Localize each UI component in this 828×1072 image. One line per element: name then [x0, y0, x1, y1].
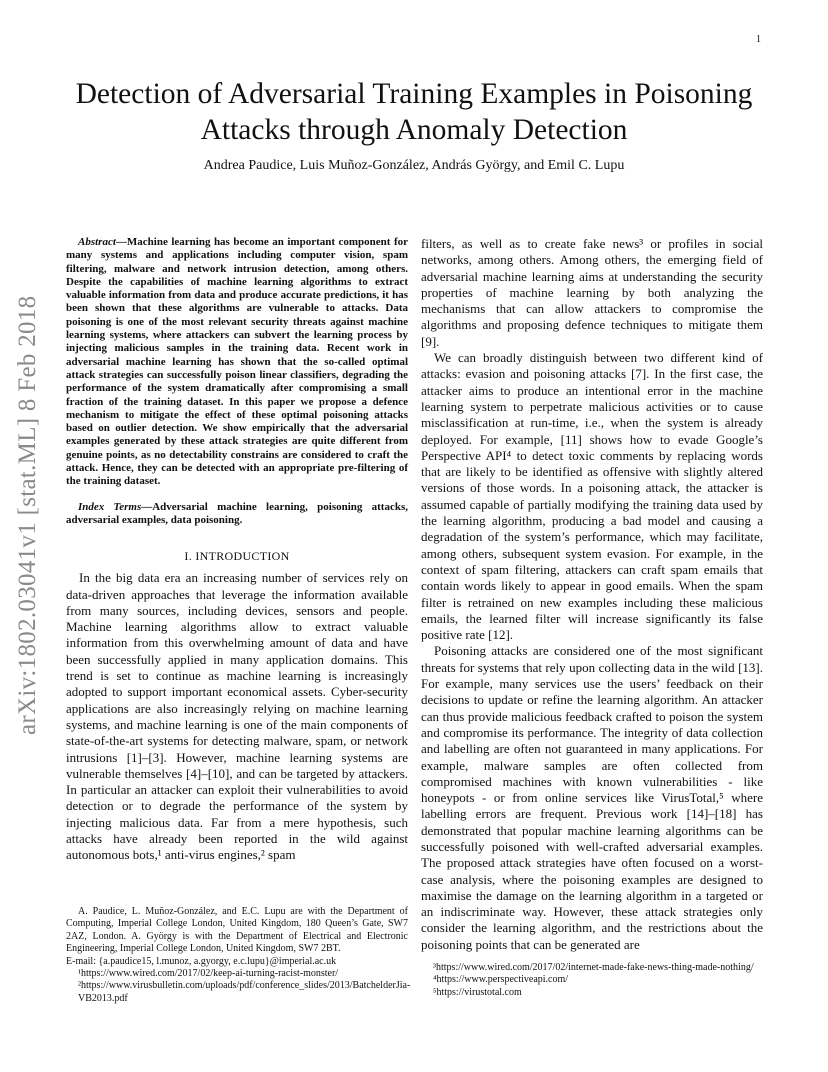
body-paragraph: Poisoning attacks are considered one of the most significant threats for systems that rely upon collecting data in the wild [13]. For example, many services use the users’ feedback on their decisions to update or refine the learning algorithm. An attacker can thus provide malicious feedback crafted to poison the system and compromise its performance. The integrity of data collection and labelling are often not guaranteed in many applications. For example, malware samples are often collected from compromised machines with known vulnerabilities - like honeypots - or from online services like VirusTotal,⁵ where labelling errors are frequent. Previous work [14]–[18] has demonstrated that popular machine learning algorithms can be successfully poisoned with well-crafted adversarial examples. The proposed attack strategies have often focused on a worst-case analysis, where the poisoning examples are designed to maximise the damage on the learning algorithm in a targeted or an indiscriminate way. However, these attack strategies only consider the learning algorithm, and the restrictions about the poisoning points that can be generated are [421, 643, 763, 952]
page-number: 1 [756, 34, 761, 45]
index-terms-lead: Index Terms [78, 500, 142, 513]
arxiv-watermark: arXiv:1802.03041v1 [stat.ML] 8 Feb 2018 [14, 295, 41, 735]
section-heading-introduction: I. INTRODUCTION [184, 549, 290, 564]
left-footnotes [66, 906, 411, 1005]
abstract-lead: Abstract [78, 236, 116, 248]
body-paragraph: filters, as well as to create fake news³ or profiles in social networks, among others. Among others, the emerging field of adversarial machine learning aims at understanding the security properties of machine learning by both analyzing the mechanisms that can allow attackers to compromise the algorithms and proposing defence techniques to mitigate them [9]. [421, 236, 763, 349]
abstract [66, 236, 408, 489]
index-terms-text: —Adversarial machine learning, poisoning attacks, adversarial examples, data poisoning. [66, 500, 408, 526]
footnote: ¹https://www.wired.com/2017/02/keep-ai-turning-racist-monster/ [78, 968, 339, 980]
abstract-text: —Machine learning has become an important component for many systems and applications including computer vision, spam filtering, malware and network intrusion detection, among others. Despite the capabilities of machine learning algorithms to extract valuable information from data and produce accurate predictions, it has been shown that these algorithms are vulnerable to attacks. Data poisoning is one of the most relevant security threats against machine learning systems, where attackers can subvert the learning process by injecting malicious samples in the training data. Recent work in adversarial machine learning has shown that the so-called optimal attack strategies can successfully poison linear classifiers, degrading the performance of the system dramatically after compromising a small fraction of the training dataset. In this paper we propose a defence mechanism to mitigate the effect of these optimal poisoning attacks based on outlier detection. We show empirically that the adversarial examples generated by these attack strategies are quite different from genuine points, as no detectability constrains are considered to craft the attack. Hence, they can be detected with an appropriate pre-filtering of the training dataset. [66, 236, 408, 488]
left-column [66, 236, 408, 864]
footnote: ⁵https://virustotal.com [433, 986, 522, 998]
affiliation-note: A. Paudice, L. Muñoz-González, and E.C. Lupu are with the Department of Computing, Imperial College London, United Kingdom, 180 Queen’s Gate, SW7 2AZ, London. A. György is with the Department of Electrical and Electronic Engineering, Imperial College London, United Kingdom, SW7 2BT. [66, 906, 408, 955]
footnote: ³https://www.wired.com/2017/02/internet-made-fake-news-thing-made-nothing/ [433, 962, 754, 973]
author-list: Andrea Paudice, Luis Muñoz-González, András György, and Emil C. Lupu [203, 158, 625, 173]
footnote: ⁴https://www.perspectiveapi.com/ [433, 974, 569, 986]
right-footnotes [421, 962, 763, 999]
right-column [421, 236, 763, 953]
intro-paragraph: In the big data era an increasing number of services rely on data-driven approaches that leverage the information available from many sources, including devices, sensors and people. Machine learning algorithms allow to extract valuable information from this overwhelming amount of data and have been successfully applied in many application domains. This trend is set to continue as machine learning is increasingly adopted to support important economical assets. Cyber-security applications are also increasingly relying on machine learning systems, and machine learning is one of the main components of state-of-the-art systems for detecting malware, spam, or network intrusions [1]–[3]. However, machine learning systems are vulnerable themselves [4]–[10], and can be targeted by attackers. In particular an attacker can exploit their vulnerabilities to avoid detection or to degrade the performance of the system by injecting malicious data. Far from a mere hypothesis, such attacks have already been reported in the wild against autonomous bots,¹ anti-virus engines,² spam [66, 570, 408, 863]
email-note: E-mail: {a.paudice15, l.munoz, a.gyorgy, e.c.lupu}@imperial.ac.uk [66, 955, 337, 967]
body-paragraph: We can broadly distinguish between two different kind of attacks: evasion and poisoning attacks [7]. In the first case, the attacker aims to produce an intentional error in the machine learning system to perpetrate malicious activities or to cause misclassification at run-time, i.e., when the system is already deployed. For example, [11] shows how to evade Google’s Perspective API⁴ to detect toxic comments by replacing words that are likely to be identified as offensive with slightly altered versions of those words. In a poisoning attack, the attacker is assumed capable of partially modifying the training data used by the learning algorithm, producing a bad model and causing a degradation of the system’s performance, which may facilitate, among others, subsequent system evasion. For example, in the context of spam filtering, attackers can craft spam emails that contain words likely to appear in good emails. When the spam filter is retrained on new examples including these malicious emails, the learned filter will increase significantly its false positive rate [12]. [421, 350, 763, 643]
footnote: ²https://www.virusbulletin.com/uploads/pdf/conference_slides/2013/BatchelderJia-VB2013.pdf [78, 980, 411, 1004]
index-terms [66, 501, 408, 528]
paper-title: Detection of Adversarial Training Examples in Poisoning Attacks through Anomaly Detection [75, 78, 753, 146]
